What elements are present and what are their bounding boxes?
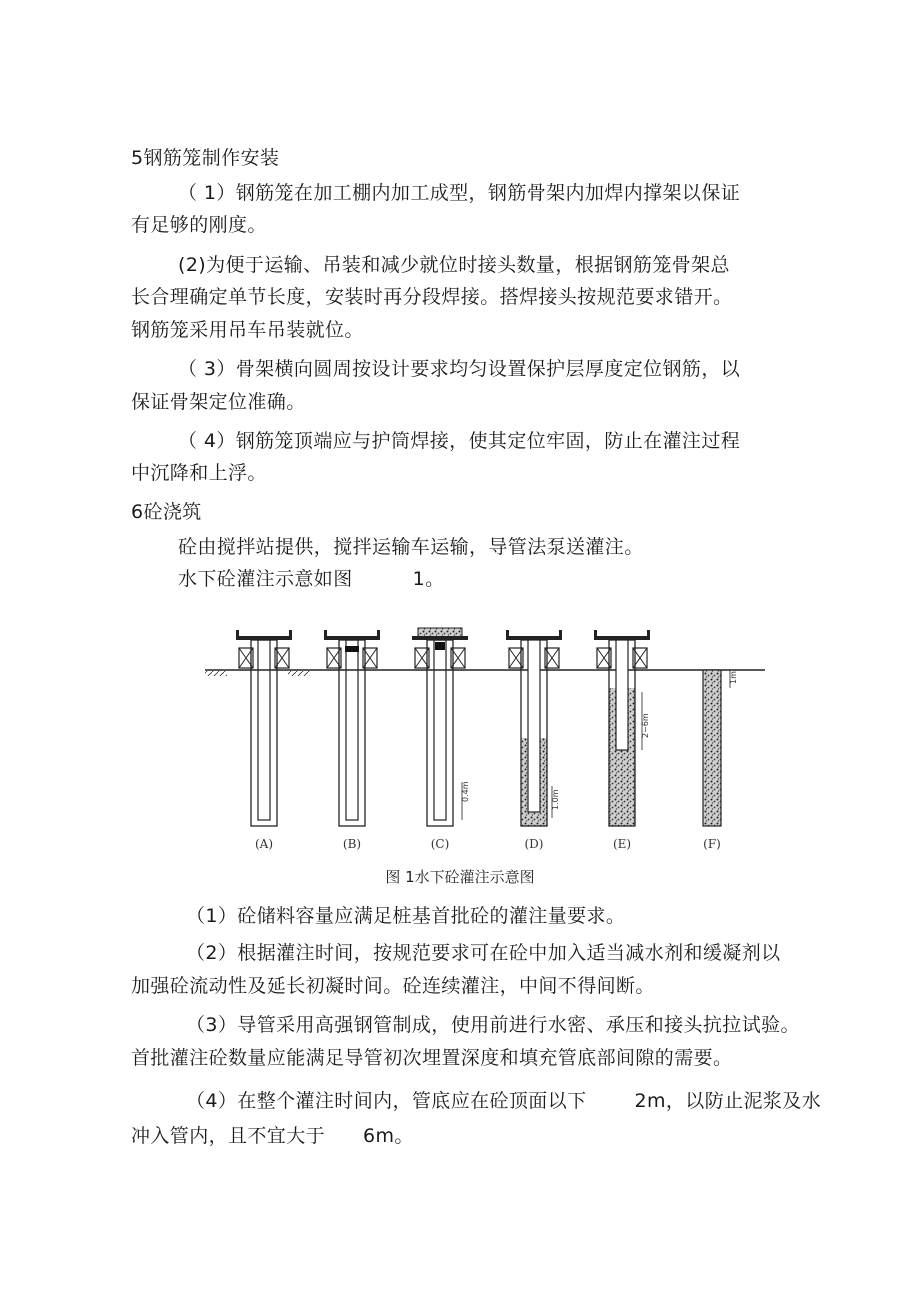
label-b: (B) bbox=[342, 837, 362, 851]
pile-a bbox=[236, 630, 292, 826]
label-f: (F) bbox=[703, 837, 721, 851]
depth-annotation: 2~6m bbox=[641, 713, 650, 738]
paragraph-line: （ 1）钢筋笼在加工棚内加工成型，钢筋骨架内加焊内撑架以保证 bbox=[178, 182, 741, 204]
pile-d bbox=[506, 630, 562, 826]
depth-annotation: 1.0m bbox=[551, 789, 560, 810]
requirement-line bbox=[131, 1124, 414, 1148]
paragraph-line: 砼由搅拌站提供，搅拌运输车运输，导管法泵送灌注。 bbox=[178, 536, 644, 558]
figure-caption: 图 1水下砼灌注示意图 bbox=[385, 868, 535, 886]
requirement-line: 加强砼流动性及延长初凝时间。砼连续灌注，中间不得间断。 bbox=[131, 975, 655, 997]
pile-e bbox=[594, 630, 650, 826]
paragraph-line: 长合理确定单节长度，安装时再分段焊接。搭焊接头按规范要求错开。 bbox=[131, 286, 733, 308]
depth-annotation: 1m bbox=[729, 671, 738, 684]
label-d: (D) bbox=[524, 837, 544, 851]
paragraph-line: （ 3）骨架横向圆周按设计要求均匀设置保护层厚度定位钢筋，以 bbox=[178, 358, 741, 380]
pile-f bbox=[703, 670, 738, 826]
paragraph-line: 中沉降和上浮。 bbox=[131, 462, 267, 484]
paragraph-line: 保证骨架定位准确。 bbox=[131, 391, 306, 413]
paragraph-line: 钢筋笼采用吊车吊装就位。 bbox=[131, 319, 364, 341]
label-c: (C) bbox=[430, 837, 450, 851]
section6-heading: 6砼浇筑 bbox=[131, 501, 202, 523]
requirement-line: （3）导管采用高强钢管制成，使用前进行水密、承压和接头抗拉试验。 bbox=[186, 1014, 800, 1036]
pile-b bbox=[324, 630, 380, 826]
section5-heading: 5钢筋笼制作安装 bbox=[131, 147, 280, 169]
label-a: (A) bbox=[254, 837, 274, 851]
pile-c bbox=[412, 628, 470, 826]
figure-ref-text: 水下砼灌注示意如图 bbox=[178, 568, 353, 590]
requirement-value: 2m，以防止泥浆及水 bbox=[634, 1090, 822, 1112]
requirement-text: 冲入管内，且不宜大于 bbox=[131, 1125, 326, 1147]
ground-hatch bbox=[288, 671, 310, 676]
requirement-line: 首批灌注砼数量应能满足导管初次埋置深度和填充管底部间隙的需要。 bbox=[131, 1047, 733, 1069]
depth-annotation: 0.4m bbox=[461, 781, 470, 802]
paragraph-line: 有足够的刚度。 bbox=[131, 214, 267, 236]
requirement-value: 6m。 bbox=[363, 1125, 414, 1147]
label-e: (E) bbox=[612, 837, 632, 851]
ground-hatch bbox=[205, 671, 227, 676]
requirement-line: （2）根据灌注时间，按规范要求可在砼中加入适当减水剂和缓凝剂以 bbox=[186, 942, 781, 964]
figure-reference bbox=[178, 567, 445, 591]
requirement-line bbox=[186, 1089, 821, 1113]
figure-ref-num: 1。 bbox=[412, 568, 445, 590]
paragraph-line: (2)为便于运输、吊装和减少就位时接头数量，根据钢筋笼骨架总 bbox=[178, 254, 730, 276]
requirement-line: （1）砼储料容量应满足桩基首批砼的灌注量要求。 bbox=[186, 905, 626, 927]
concrete-pouring-diagram bbox=[200, 618, 770, 858]
paragraph-line: （ 4）钢筋笼顶端应与护筒焊接，使其定位牢固，防止在灌注过程 bbox=[178, 430, 741, 452]
requirement-text: （4）在整个灌注时间内，管底应在砼顶面以下 bbox=[186, 1090, 587, 1112]
